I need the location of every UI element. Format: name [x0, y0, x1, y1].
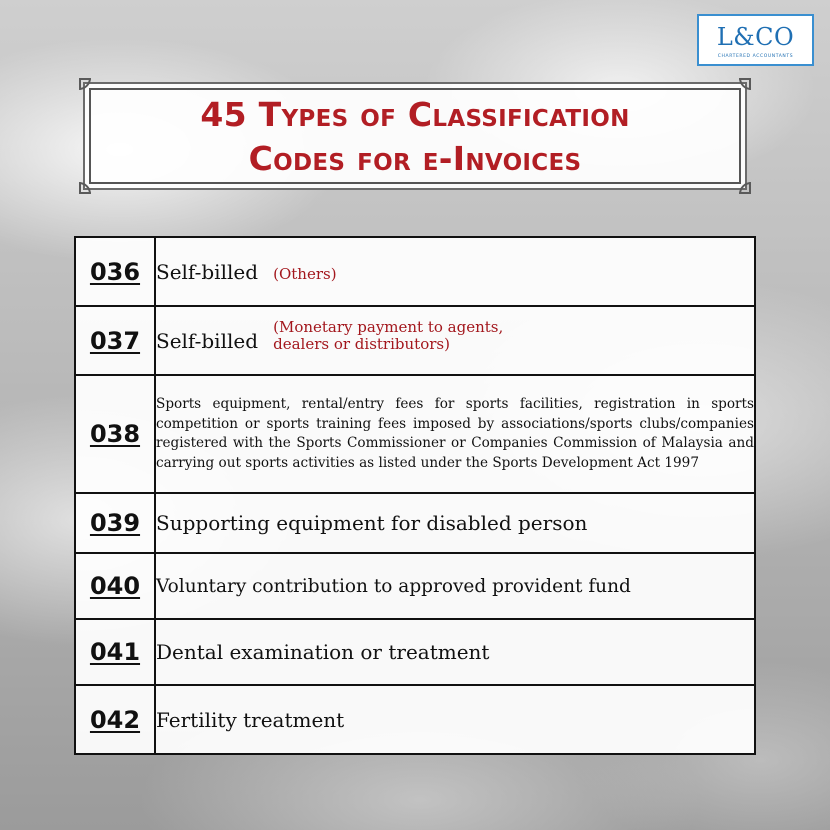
description-cell: [155, 685, 755, 754]
description-cell: [155, 375, 755, 493]
title-line-1: 45 Types of Classification: [200, 95, 630, 134]
page-title: [85, 93, 745, 181]
title-banner: [83, 82, 747, 190]
table-row: [75, 306, 755, 375]
table-row: [75, 619, 755, 685]
description-note: (Others): [273, 264, 337, 283]
description-cell: [155, 619, 755, 685]
note-line-2: dealers or distributors): [273, 334, 450, 353]
table-row: [75, 553, 755, 619]
description-cell: [155, 306, 755, 375]
description-note: [273, 319, 503, 353]
code-cell: 041: [75, 619, 155, 685]
description-text: Fertility treatment: [156, 707, 345, 732]
code-cell: 039: [75, 493, 155, 553]
banner-corner: [79, 182, 91, 194]
logo-text: L&CO: [716, 23, 795, 51]
code-cell: 036: [75, 237, 155, 306]
description-text: Voluntary contribution to approved provident fund: [156, 575, 631, 597]
description-label: Self-billed: [156, 328, 259, 353]
table-row: [75, 685, 755, 754]
description-text: Dental examination or treatment: [156, 640, 490, 664]
code-cell: 037: [75, 306, 155, 375]
company-logo: [697, 14, 814, 66]
description-label: Self-billed: [156, 259, 259, 284]
description-cell: [155, 493, 755, 553]
note-line-1: (Monetary payment to agents,: [273, 317, 504, 336]
title-line-2: Codes for e-Invoices: [248, 139, 582, 178]
banner-corner: [739, 182, 751, 194]
table-row: [75, 493, 755, 553]
table-row: [75, 237, 755, 306]
code-cell: 042: [75, 685, 155, 754]
description-cell: [155, 553, 755, 619]
code-cell: 038: [75, 375, 155, 493]
classification-codes-table: [74, 236, 756, 755]
table-row: [75, 375, 755, 493]
description-text: Sports equipment, rental/entry fees for sports facilities, registration in sports competition or sports training fees imposed by associations/sports clubs/companies registered with the Sports Commissioner or Companies Commission of Malaysia and carrying out sports activities as listed under the Sports Development Act 1997: [156, 396, 754, 471]
logo-subtitle: CHARTERED ACCOUNTANTS: [717, 54, 794, 59]
description-cell: [155, 237, 755, 306]
code-cell: 040: [75, 553, 155, 619]
description-text: Supporting equipment for disabled person: [156, 511, 588, 535]
